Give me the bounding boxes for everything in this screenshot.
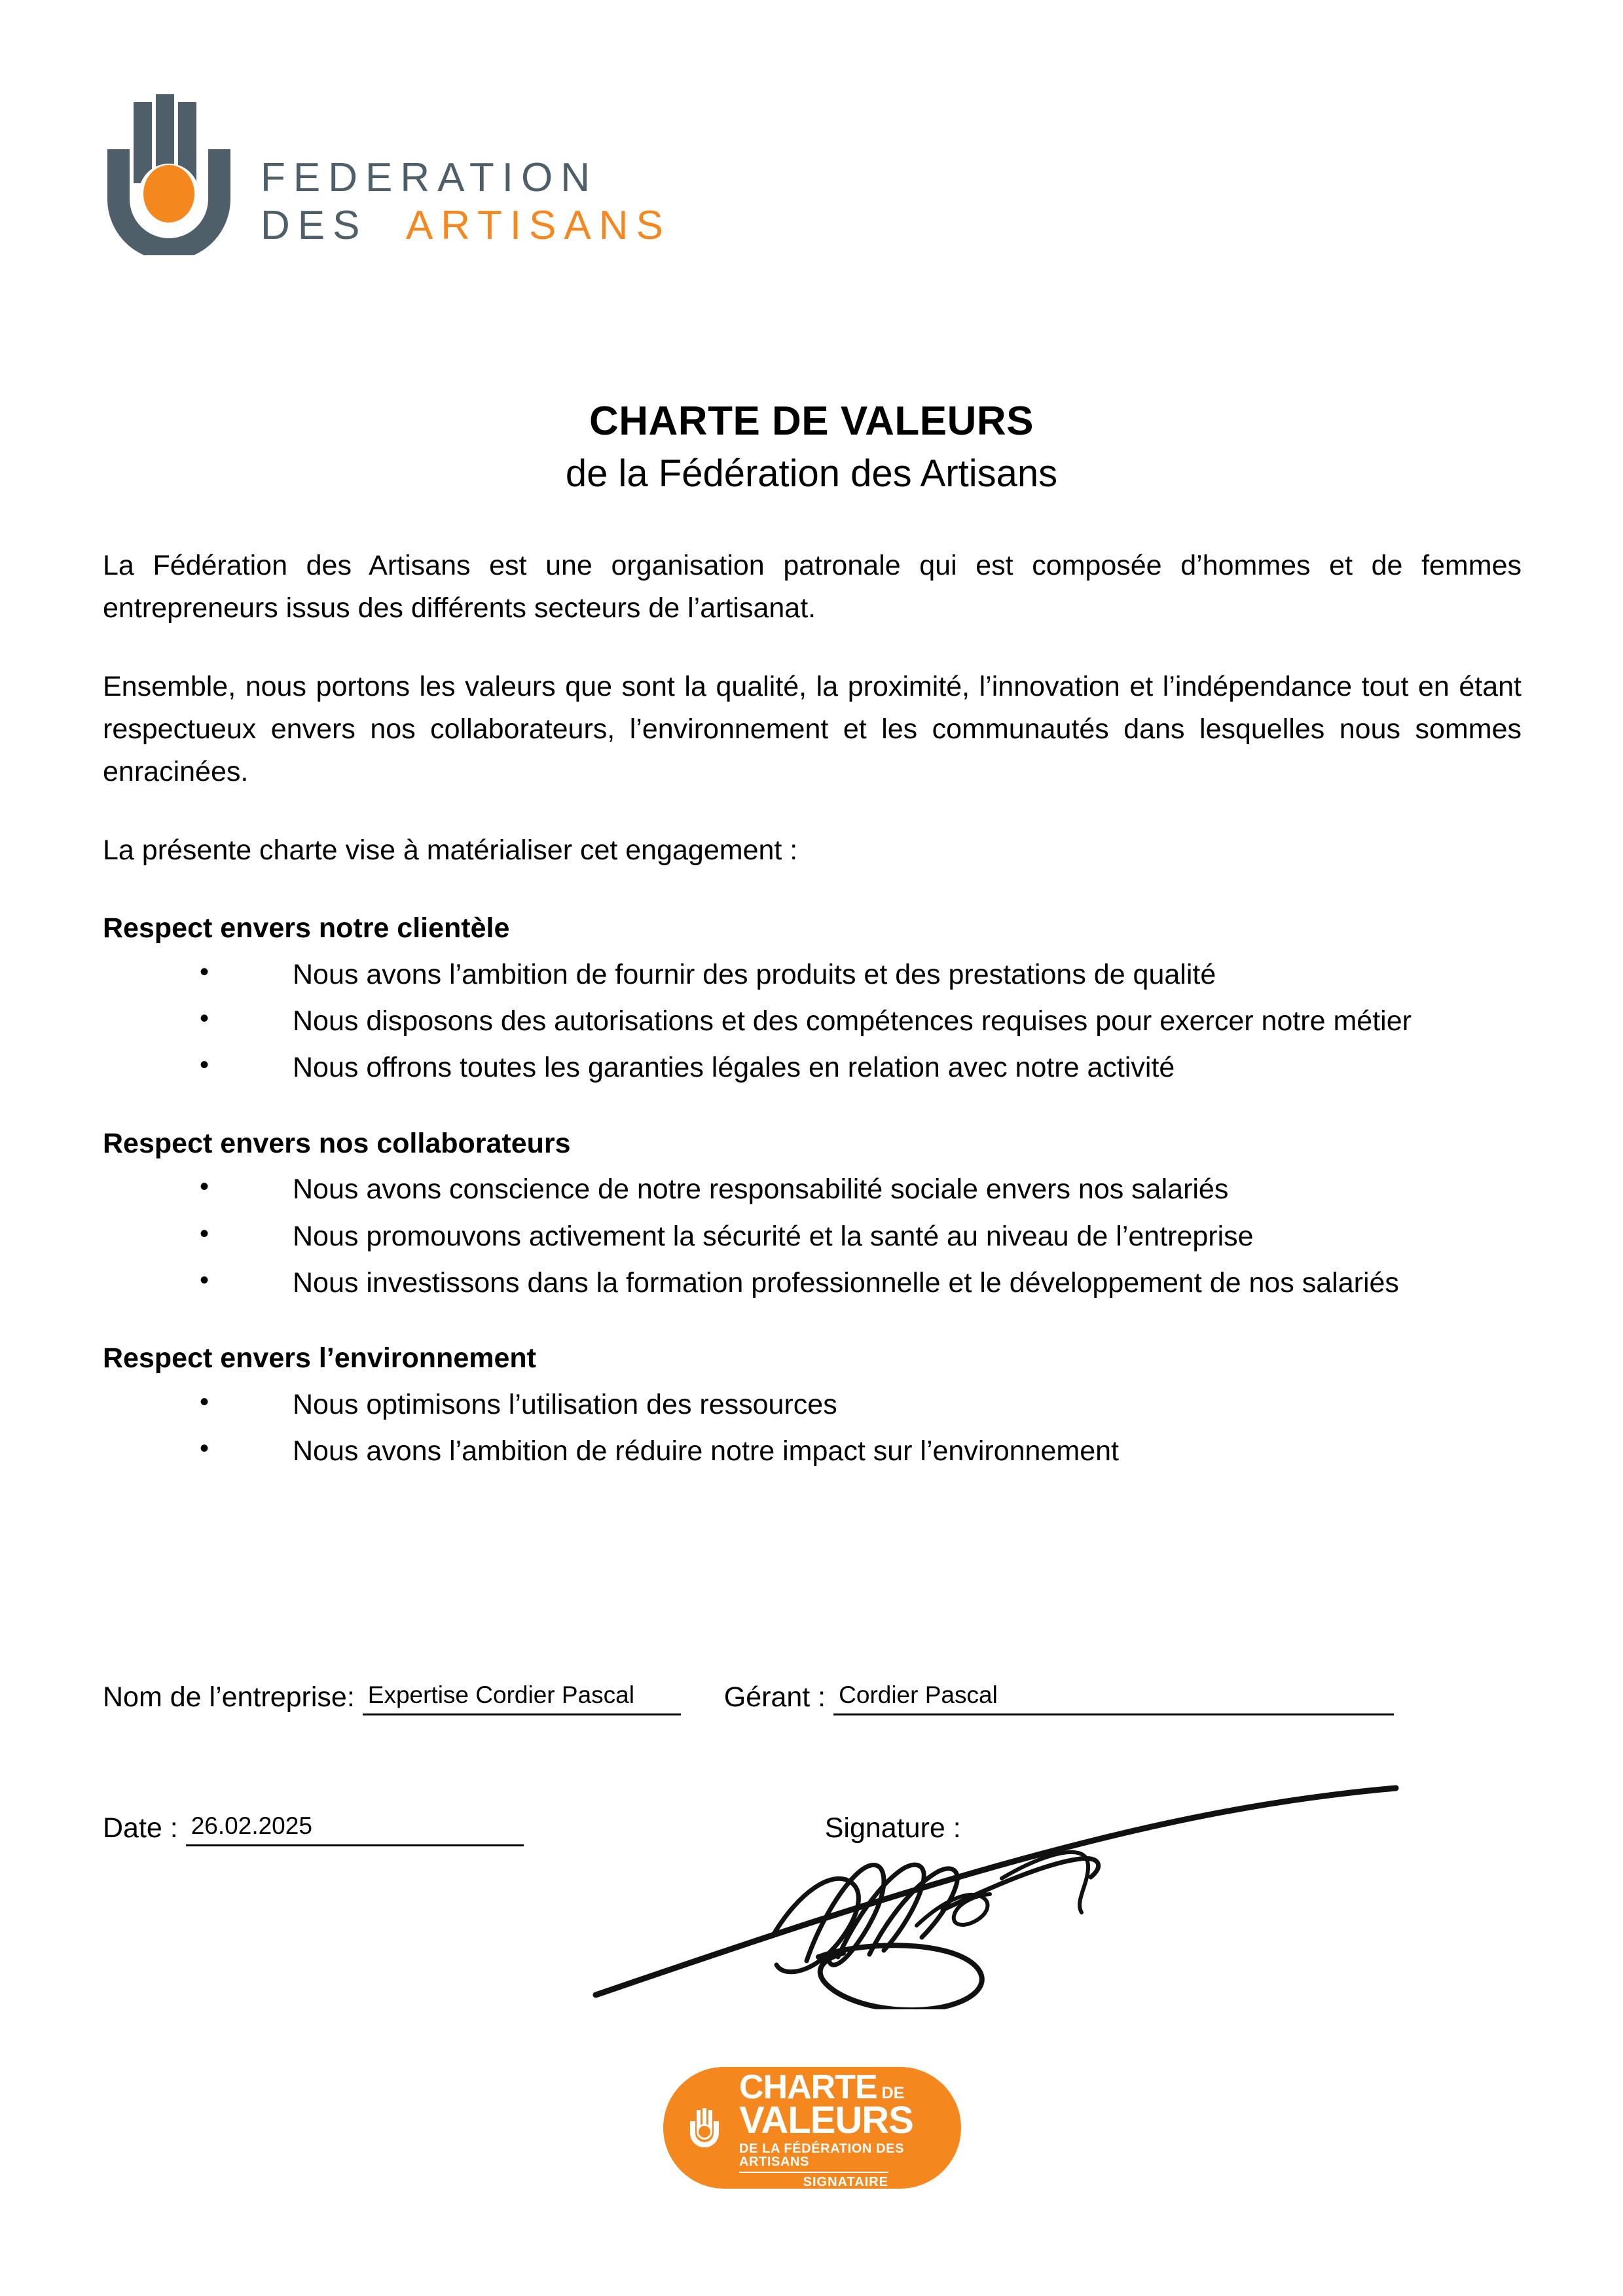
signature-form-row-1 <box>103 1682 1530 1715</box>
logo-line-des-artisans <box>261 205 671 246</box>
date-field[interactable]: 26.02.2025 <box>186 1813 524 1846</box>
manager-field[interactable]: Cordier Pascal <box>833 1682 1394 1715</box>
bullet-list-environnement <box>103 1384 1522 1473</box>
manager-label: Gérant : <box>723 1681 826 1713</box>
badge-line-federation: DE LA FÉDÉRATION DES ARTISANS <box>739 2141 905 2169</box>
list-item: • Nous disposons des autorisations et des compétences requises pour exercer notre métier <box>103 1000 1522 1043</box>
document-title: CHARTE DE VALEURS <box>589 399 1034 444</box>
logo-word-des: DES <box>261 203 368 248</box>
signature-label: Signature : <box>824 1812 961 1844</box>
hand-logo-icon <box>105 92 233 255</box>
logo-line-federation: FEDERATION <box>261 154 598 200</box>
section-heading-environnement: Respect envers l’environnement <box>103 1342 536 1374</box>
badge-text-block <box>739 2068 961 2189</box>
list-item: • Nous avons conscience de notre responsabilité sociale envers nos salariés <box>103 1168 1522 1211</box>
hand-icon <box>689 2108 723 2147</box>
document-body <box>103 545 1522 1506</box>
bullet-list-collaborateurs <box>103 1168 1522 1304</box>
document-subtitle: de la Fédération des Artisans <box>565 452 1058 495</box>
list-item: • Nous offrons toutes les garanties légales en relation avec notre activité <box>103 1047 1522 1089</box>
logo-wordmark <box>261 101 671 246</box>
charte-de-valeurs-signataire-badge <box>663 2067 961 2189</box>
badge-word-de: DE <box>881 2083 905 2102</box>
section-heading-collaborateurs: Respect envers nos collaborateurs <box>103 1127 571 1159</box>
federation-des-artisans-logo <box>105 92 671 255</box>
company-name-field[interactable]: Expertise Cordier Pascal <box>363 1682 681 1715</box>
bullet-list-clientele <box>103 954 1522 1090</box>
handwritten-signature <box>576 1761 1440 2009</box>
intro-paragraph-2: Ensemble, nous portons les valeurs que sont la qualité, la proximité, l’innovation et l’indépendance tout en étant respectueux envers nos collaborateurs, l’environnement et les communautés dans lesquelles nous sommes enracinées. <box>103 670 1522 788</box>
badge-divider <box>739 2172 888 2173</box>
list-item: • Nous avons l’ambition de fournir des produits et des prestations de qualité <box>103 954 1522 996</box>
list-item: • Nous investissons dans la formation professionnelle et le développement de nos salariés <box>103 1262 1522 1304</box>
badge-line-valeurs: VALEURS <box>739 2098 913 2142</box>
list-item: • Nous promouvons activement la sécurité et la santé au niveau de l’entreprise <box>103 1215 1522 1258</box>
list-item: • Nous avons l’ambition de réduire notre impact sur l’environnement <box>103 1430 1522 1473</box>
list-item: • Nous optimisons l’utilisation des ressources <box>103 1384 1522 1426</box>
date-label: Date : <box>103 1812 178 1844</box>
company-name-label: Nom de l’entreprise: <box>103 1681 355 1713</box>
badge-word-charte: CHARTE <box>739 2068 877 2106</box>
signature-form-row-2 <box>103 1813 1530 1846</box>
intro-paragraph-1: La Fédération des Artisans est une organisation patronale qui est composée d’hommes et de femmes entrepreneurs issus des différents secteurs de l’artisanat. <box>103 550 1522 624</box>
section-heading-clientele: Respect envers notre clientèle <box>103 912 510 944</box>
badge-line-signataire: SIGNATAIRE <box>803 2174 888 2189</box>
intro-paragraph-3: La présente charte vise à matérialiser cet engagement : <box>103 834 798 866</box>
logo-word-artisans: ARTISANS <box>405 203 671 248</box>
